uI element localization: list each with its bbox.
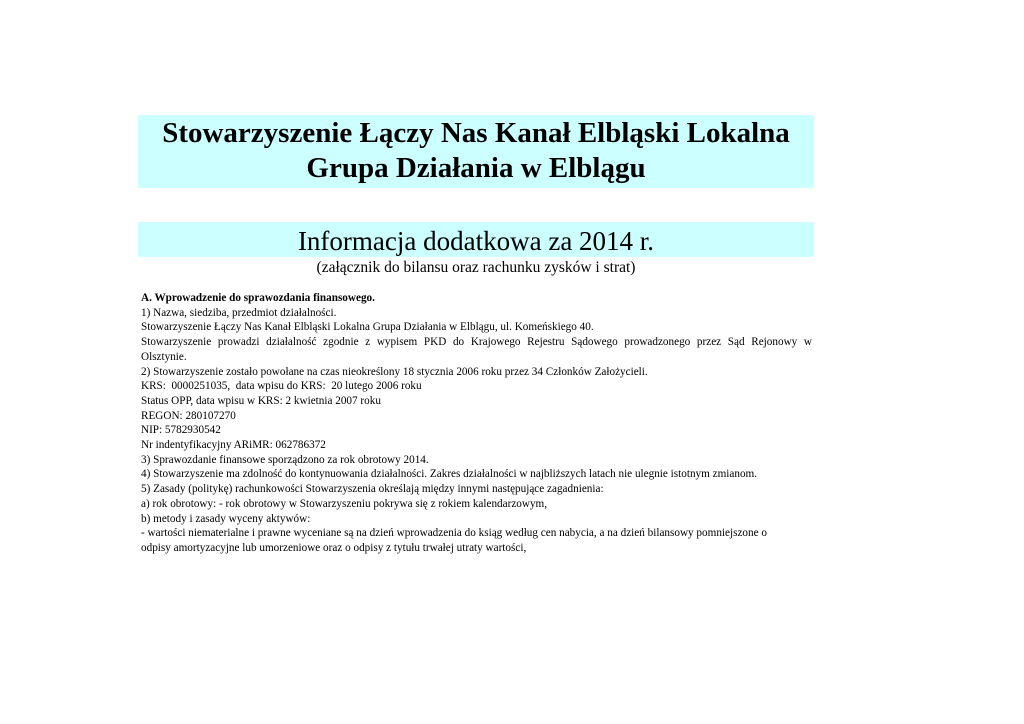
document-subnote: (załącznik do bilansu oraz rachunku zysków i strat)	[316, 259, 636, 276]
paragraph-line: 5) Zasady (politykę) rachunkowości Stowarzyszenia określają między innymi następujące zagadnienia:	[141, 483, 604, 496]
document-title-line-1: Stowarzyszenie Łączy Nas Kanał Elbląski Lokalna	[162, 117, 790, 149]
paragraph-line: REGON: 280107270	[141, 409, 236, 422]
paragraph-line: 1) Nazwa, siedziba, przedmiot działalności.	[141, 306, 337, 319]
paragraph-line: odpisy amortyzacyjne lub umorzeniowe oraz o odpisy z tytułu trwałej utraty wartości,	[141, 541, 527, 554]
paragraph-line: 3) Sprawozdanie finansowe sporządzono za rok obrotowy 2014.	[141, 453, 429, 466]
document-body	[141, 291, 812, 556]
paragraph-line: 4) Stowarzyszenie ma zdolność do kontynuowania działalności. Zakres działalności w najbliższych latach nie ulegnie istotnym zmianom.	[141, 468, 758, 481]
paragraph-line: Olsztynie.	[141, 350, 187, 363]
paragraph-line: Nr indentyfikacyjny ARiMR: 062786372	[141, 439, 326, 452]
paragraph-line: KRS: 0000251035, data wpisu do KRS: 20 lutego 2006 roku	[141, 380, 422, 393]
paragraph-line: - wartości niematerialne i prawne wyceniane są na dzień wprowadzenia do ksiąg według cen nabycia, a na dzień bilansowy pomniejszone o	[141, 527, 767, 540]
document-title-line-2: Grupa Działania w Elblągu	[306, 152, 646, 184]
paragraph-line: NIP: 5782930542	[141, 424, 221, 437]
paragraph-line: Stowarzyszenie Łączy Nas Kanał Elbląski Lokalna Grupa Działania w Elblągu, ul. Komeńskiego 40.	[141, 321, 594, 334]
document-title	[138, 115, 814, 188]
paragraph-line: b) metody i zasady wyceny aktywów:	[141, 512, 311, 525]
paragraph-line: a) rok obrotowy: - rok obrotowy w Stowarzyszeniu pokrywa się z rokiem kalendarzowym,	[141, 497, 548, 510]
document-subtitle: Informacja dodatkowa za 2014 r.	[138, 222, 814, 257]
paragraph-line: Status OPP, data wpisu w KRS: 2 kwietnia 2007 roku	[141, 394, 381, 407]
paragraph-line: Stowarzyszenie prowadzi działalność zgodnie z wypisem PKD do Krajowego Rejestru Sądowego prowadzonego przez Sąd Rejonowy w	[141, 336, 812, 349]
section-heading: A. Wprowadzenie do sprawozdania finansowego.	[141, 292, 375, 304]
paragraph-line: 2) Stowarzyszenie zostało powołane na czas nieokreślony 18 stycznia 2006 roku przez 34 Członków Założycieli.	[141, 365, 648, 378]
